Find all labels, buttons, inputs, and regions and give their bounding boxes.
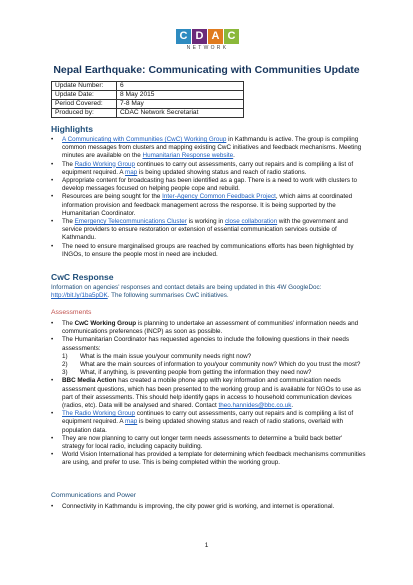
text: . bbox=[233, 152, 235, 160]
list-item: • They are now planning to carry out longer term needs assessments to determine a 'build back better' strategy for local radio, including capacity building. bbox=[51, 435, 366, 451]
meta-key: Update Date: bbox=[52, 91, 117, 100]
page-title: Nepal Earthquake: Communicating with Communities Update bbox=[53, 64, 360, 76]
text: is being updated showing status and reach of radio stations, overlaid with population data. bbox=[62, 418, 344, 434]
text: The bbox=[62, 218, 75, 226]
list-item bbox=[51, 193, 366, 218]
text: continues to carry out assessments, carry out repairs and is compiling a list of equipment required. A bbox=[62, 410, 354, 426]
collaboration-link[interactable]: close collaboration bbox=[225, 218, 278, 226]
logo-tile: C bbox=[176, 29, 191, 44]
text: What is the main issue you/your community needs right now? bbox=[80, 352, 252, 360]
question-item bbox=[62, 353, 366, 361]
text: The Humanitarian Coordinator has requested agencies to include the following questions in their needs assessments: bbox=[62, 336, 350, 352]
meta-value: 8 May 2015 bbox=[117, 91, 244, 100]
list-item bbox=[51, 136, 366, 161]
list-item bbox=[51, 161, 366, 177]
text: Information on agencies' responses and contact details are being updated in this 4W GoogleDoc: bbox=[51, 284, 322, 291]
text: continues to carry out assessments, carry out repairs and is compiling a list of equipment required. A bbox=[62, 160, 354, 176]
update-info-table bbox=[51, 81, 244, 118]
table-row bbox=[52, 109, 244, 118]
cwc-response-heading: CwC Response bbox=[51, 272, 114, 282]
radio-working-group-link[interactable]: Radio Working Group bbox=[74, 160, 136, 168]
text: 1) bbox=[62, 352, 68, 360]
meta-key: Period Covered: bbox=[52, 100, 117, 109]
text: What are the main sources of information to you/your community now? Which do you trust the most? bbox=[80, 361, 361, 369]
text: . bbox=[291, 402, 294, 410]
list-item bbox=[51, 377, 366, 410]
text: with the government and service providers to ensure restoration or extension of essential communication services outside of Kathmandu. bbox=[62, 218, 348, 242]
highlights-list bbox=[51, 136, 366, 259]
feedback-project-link[interactable]: Inter-Agency Common Feedback Project bbox=[162, 193, 276, 201]
meta-value: 7-8 May bbox=[117, 100, 244, 109]
text: . The following summarises CwC initiatives. bbox=[107, 292, 229, 300]
cwc-working-group-link[interactable]: A Communicating with Communities (CwC) Working Group bbox=[62, 136, 227, 143]
meta-value: 6 bbox=[117, 82, 244, 91]
text: BBC Media Action bbox=[62, 377, 117, 385]
table-row bbox=[52, 82, 244, 91]
email-link[interactable]: theo.hannides@bbc.co.uk bbox=[218, 402, 292, 410]
text: is being updated showing status and reach of radio stations. bbox=[137, 168, 307, 176]
cwc-intro bbox=[51, 284, 366, 300]
text: Resources are being sought for the bbox=[62, 193, 163, 201]
page-number: 1 bbox=[204, 542, 209, 549]
list-item: • The need to ensure marginalised groups are reached by communications efforts has been highlighted by INGOs, to ensure the people most in need are included. bbox=[51, 243, 366, 259]
table-row bbox=[52, 91, 244, 100]
logo-subtitle: NETWORK bbox=[186, 45, 229, 51]
list-item bbox=[51, 336, 366, 377]
text: is working in bbox=[186, 218, 225, 226]
googledoc-link[interactable]: http://bit.ly/1ba5pDK bbox=[51, 292, 108, 300]
text: The bbox=[62, 320, 75, 327]
list-item: • Appropriate content for broadcasting has been identified as a gap. There is a need to work with clusters to develop messages focused on helping people cope and rebuild. bbox=[51, 177, 366, 193]
logo-tile: C bbox=[224, 29, 239, 44]
logo-tile: D bbox=[192, 29, 207, 44]
meta-value: CDAC Network Secretariat bbox=[117, 109, 244, 118]
text: 3) bbox=[62, 369, 68, 377]
telecom-cluster-link[interactable]: Emergency Telecommunications Cluster bbox=[74, 218, 187, 226]
meta-key: Produced by: bbox=[52, 109, 117, 118]
list-item bbox=[51, 410, 366, 435]
list-item bbox=[51, 320, 366, 336]
map-link[interactable]: map bbox=[125, 168, 138, 176]
assessments-heading: Assessments bbox=[51, 309, 92, 316]
list-item bbox=[51, 218, 366, 243]
logo-tile: A bbox=[208, 29, 223, 44]
cdac-network-logo bbox=[176, 29, 239, 51]
communications-heading: Communications and Power bbox=[51, 492, 137, 499]
text: What, if anything, is preventing people from getting the information they need now? bbox=[80, 369, 312, 377]
text: 2) bbox=[62, 361, 68, 369]
text: The bbox=[62, 160, 75, 168]
question-item bbox=[62, 369, 366, 377]
text: in Kathmandu is active. The group is compiling common messages from clusters and mapping existing CwC initiatives and feedback mechanisms. Meeting minutes are available on the bbox=[62, 136, 362, 160]
humanitarian-response-link[interactable]: Humanitarian Response website bbox=[142, 152, 234, 160]
text: is planning to undertake an assessment of communities' information needs and communications preferences (INCP) as soon as possible. bbox=[62, 320, 359, 336]
list-item: • World Vision International has provided a template for determining which feedback mechanisms communities are using, and prefer to use. This is being completed within the working group. bbox=[51, 451, 366, 467]
map-link[interactable]: map bbox=[125, 418, 138, 426]
question-item bbox=[62, 361, 366, 369]
assessments-list bbox=[51, 320, 366, 468]
list-item: • Connectivity in Kathmandu is improving, the city power grid is working, and internet is operational. bbox=[51, 503, 366, 511]
text: , which aims at coordinated information provision and feedback management across the response. It is being supported by the Humanitarian Coordinator. bbox=[62, 193, 353, 217]
meta-key: Update Number: bbox=[52, 82, 117, 91]
text: CwC Working Group bbox=[74, 320, 137, 327]
communications-list bbox=[51, 503, 366, 511]
table-row bbox=[52, 100, 244, 109]
highlights-heading: Highlights bbox=[51, 124, 94, 134]
radio-working-group-link[interactable]: The Radio Working Group bbox=[62, 410, 136, 418]
text: has created a mobile phone app with key information and communication needs assessment questions, which has been presented to the working group and is available for NGOs to use as part of their assessments. This should help identify gaps in access to household communication devices (radios, etc). Data will be analysed and shared. Contact bbox=[62, 377, 361, 410]
